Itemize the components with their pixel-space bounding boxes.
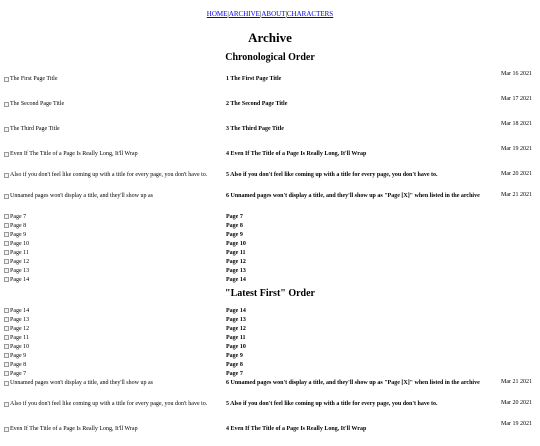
page-thumbnail[interactable]	[4, 276, 29, 284]
broken-image-icon	[4, 371, 9, 376]
page-link-title[interactable]: Even If The Title of a Page Is Really Long, It'll Wrap	[230, 151, 367, 157]
page-title-cell[interactable]	[226, 421, 501, 446]
page-date: Mar 21 2021	[501, 192, 532, 198]
archive-row[interactable]	[0, 421, 540, 446]
page-number: 1	[226, 76, 229, 82]
archive-row[interactable]	[0, 276, 540, 285]
page-title-cell[interactable]	[226, 276, 501, 285]
page-link-title[interactable]: Page 14	[226, 277, 246, 283]
archive-row[interactable]	[0, 361, 540, 370]
thumbnail-cell[interactable]	[0, 421, 226, 446]
thumbnail-cell[interactable]	[0, 307, 226, 316]
page-thumbnail[interactable]	[4, 361, 26, 369]
page-thumbnail[interactable]	[4, 426, 138, 432]
broken-image-icon	[4, 223, 9, 228]
broken-image-icon	[4, 362, 9, 367]
archive-row[interactable]	[0, 325, 540, 334]
thumbnail-alt-text: The Third Page Title	[10, 126, 60, 132]
page-link-title[interactable]: Page 11	[226, 335, 246, 341]
archive-table-chronological	[0, 71, 540, 285]
page-title-cell[interactable]	[226, 267, 501, 276]
page-title-cell[interactable]	[226, 192, 501, 213]
thumbnail-alt-text: Page 13	[10, 268, 30, 274]
page-title-cell[interactable]	[226, 222, 501, 231]
broken-image-icon	[4, 194, 9, 199]
page-link-title[interactable]: Also if you don't feel like coming up with a title for every page, you don't have to.	[230, 401, 438, 407]
archive-row[interactable]	[0, 240, 540, 249]
page-thumbnail[interactable]	[4, 258, 29, 266]
page-number: 4	[226, 426, 229, 432]
page-thumbnail[interactable]	[4, 343, 29, 351]
thumbnail-alt-text: Even If The Title of a Page Is Really Long, It'll Wrap	[10, 151, 138, 157]
archive-row[interactable]	[0, 222, 540, 231]
page-date: Mar 21 2021	[501, 379, 532, 385]
page-title-cell[interactable]	[226, 325, 501, 334]
page-title-cell[interactable]	[226, 231, 501, 240]
thumbnail-alt-text: The First Page Title	[10, 76, 58, 82]
archive-row[interactable]	[0, 267, 540, 276]
thumbnail-cell[interactable]	[0, 276, 226, 285]
thumbnail-alt-text: Page 12	[10, 259, 30, 265]
page-date	[501, 325, 540, 334]
top-nav	[0, 0, 540, 20]
page-thumbnail[interactable]	[4, 316, 29, 324]
page-number: 2	[226, 101, 229, 107]
broken-image-icon	[4, 77, 9, 82]
nav-link-home[interactable]: HOME	[206, 10, 228, 18]
page-thumbnail[interactable]	[4, 325, 29, 333]
archive-row[interactable]	[0, 400, 540, 421]
page-thumbnail[interactable]	[4, 249, 29, 257]
broken-image-icon	[4, 259, 9, 264]
broken-image-icon	[4, 381, 9, 386]
nav-link-about[interactable]: ABOUT	[261, 10, 286, 18]
page-link-title[interactable]: Page 10	[226, 241, 246, 247]
page-number: 6	[226, 380, 229, 386]
page-date: Mar 20 2021	[501, 171, 532, 177]
page-thumbnail[interactable]	[4, 172, 207, 178]
page-thumbnail[interactable]	[4, 334, 29, 342]
page-link-title[interactable]: The First Page Title	[230, 76, 282, 82]
broken-image-icon	[4, 308, 9, 313]
page-title-cell[interactable]	[226, 71, 501, 96]
page-thumbnail[interactable]	[4, 151, 138, 157]
page-thumbnail[interactable]	[4, 370, 26, 378]
thumbnail-alt-text: Page 11	[10, 335, 29, 341]
page-thumbnail[interactable]	[4, 352, 26, 360]
page-date	[501, 231, 540, 240]
page-thumbnail[interactable]	[4, 307, 29, 315]
archive-row[interactable]	[0, 343, 540, 352]
thumbnail-alt-text: Unnamed pages won't display a title, and they'll show up as	[10, 193, 153, 199]
page-date	[501, 258, 540, 267]
thumbnail-alt-text: Unnamed pages won't display a title, and they'll show up as	[10, 380, 153, 386]
broken-image-icon	[4, 344, 9, 349]
page-date	[501, 213, 540, 222]
page-thumbnail[interactable]	[4, 76, 58, 82]
page-link-title[interactable]: Page 9	[226, 353, 243, 359]
broken-image-icon	[4, 335, 9, 340]
thumbnail-alt-text: Page 14	[10, 277, 30, 283]
page-link-title[interactable]: Page 12	[226, 326, 246, 332]
page-number: 6	[226, 193, 229, 199]
archive-row[interactable]	[0, 316, 540, 325]
archive-row[interactable]	[0, 334, 540, 343]
broken-image-icon	[4, 127, 9, 132]
page-title-cell[interactable]	[226, 379, 501, 400]
broken-image-icon	[4, 250, 9, 255]
broken-image-icon	[4, 232, 9, 237]
archive-row[interactable]	[0, 171, 540, 192]
page-title-cell[interactable]	[226, 121, 501, 146]
page-title-cell[interactable]	[226, 334, 501, 343]
page-link-title[interactable]: Unnamed pages won't display a title, and they'll show up as "Page [X]" when listed in the archive	[230, 380, 480, 386]
page-thumbnail[interactable]	[4, 267, 29, 275]
section-heading-latest: "Latest First" Order	[225, 288, 315, 299]
page-date	[501, 361, 540, 370]
page-date	[501, 307, 540, 316]
page-title-cell[interactable]	[226, 307, 501, 316]
broken-image-icon	[4, 102, 9, 107]
thumbnail-cell[interactable]	[0, 231, 226, 240]
archive-row[interactable]	[0, 146, 540, 171]
thumbnail-alt-text: Page 8	[10, 362, 27, 368]
thumbnail-alt-text: Also if you don't feel like coming up with a title for every page, you don't have to.	[10, 401, 208, 407]
page-title-cell[interactable]	[226, 343, 501, 352]
thumbnail-alt-text: Page 8	[10, 223, 27, 229]
page-title-cell[interactable]	[226, 258, 501, 267]
thumbnail-cell[interactable]	[0, 171, 226, 192]
page-title-cell[interactable]	[226, 171, 501, 192]
page-thumbnail[interactable]	[4, 380, 153, 386]
thumbnail-alt-text: Even If The Title of a Page Is Really Long, It'll Wrap	[10, 426, 138, 432]
thumbnail-cell[interactable]	[0, 121, 226, 146]
broken-image-icon	[4, 214, 9, 219]
page-title-cell[interactable]	[226, 361, 501, 370]
page-number: 5	[226, 172, 229, 178]
broken-image-icon	[4, 317, 9, 322]
thumbnail-cell[interactable]	[0, 146, 226, 171]
thumbnail-cell[interactable]	[0, 192, 226, 213]
thumbnail-alt-text: Page 9	[10, 353, 27, 359]
page-date	[501, 222, 540, 231]
page-thumbnail[interactable]	[4, 401, 207, 407]
thumbnail-alt-text: Page 12	[10, 326, 30, 332]
page-link-title[interactable]: Page 13	[226, 317, 246, 323]
nav-separator: |	[227, 10, 229, 18]
page-title: Archive	[248, 30, 292, 45]
page-date: Mar 20 2021	[501, 400, 532, 406]
page-link-title[interactable]: Even If The Title of a Page Is Really Long, It'll Wrap	[230, 426, 367, 432]
thumbnail-cell[interactable]	[0, 71, 226, 96]
thumbnail-alt-text: Page 10	[10, 344, 30, 350]
thumbnail-cell[interactable]	[0, 249, 226, 258]
nav-separator: |	[259, 10, 262, 18]
page-title-cell[interactable]	[226, 352, 501, 361]
page-title-cell[interactable]	[226, 96, 501, 121]
page-title-cell[interactable]	[226, 249, 501, 258]
broken-image-icon	[4, 277, 9, 282]
thumbnail-alt-text: Page 13	[10, 317, 30, 323]
page-link-title[interactable]: Page 8	[226, 362, 243, 368]
thumbnail-alt-text: The Second Page Title	[10, 101, 65, 107]
page-link-title[interactable]: Page 9	[226, 232, 243, 238]
page-link-title[interactable]: Page 7	[226, 214, 243, 220]
page-link-title[interactable]: Page 7	[226, 371, 243, 377]
page-date	[501, 343, 540, 352]
page-date	[501, 267, 540, 276]
page-link-title[interactable]: Page 8	[226, 223, 243, 229]
page-number: 4	[226, 151, 229, 157]
page-date: Mar 16 2021	[501, 71, 532, 77]
page-date	[501, 316, 540, 325]
archive-row[interactable]	[0, 379, 540, 400]
thumbnail-cell[interactable]	[0, 343, 226, 352]
thumbnail-alt-text: Page 11	[10, 250, 29, 256]
broken-image-icon	[4, 173, 9, 178]
archive-row[interactable]	[0, 249, 540, 258]
nav-link-archive[interactable]: ARCHIVE	[228, 10, 260, 18]
page-thumbnail[interactable]	[4, 240, 29, 248]
page-date: Mar 17 2021	[501, 96, 532, 102]
thumbnail-cell[interactable]	[0, 258, 226, 267]
archive-row[interactable]	[0, 121, 540, 146]
page-link-title[interactable]: Page 14	[226, 308, 246, 314]
broken-image-icon	[4, 326, 9, 331]
thumbnail-alt-text: Also if you don't feel like coming up with a title for every page, you don't have to.	[10, 172, 208, 178]
thumbnail-alt-text: Page 9	[10, 232, 27, 238]
page-date	[501, 249, 540, 258]
thumbnail-cell[interactable]	[0, 379, 226, 400]
page-title-cell[interactable]	[226, 240, 501, 249]
thumbnail-cell[interactable]	[0, 352, 226, 361]
archive-row[interactable]	[0, 307, 540, 316]
thumbnail-cell[interactable]	[0, 213, 226, 222]
page-title-cell[interactable]	[226, 400, 501, 421]
page-link-title[interactable]: Page 12	[226, 259, 246, 265]
page-title-cell[interactable]	[226, 370, 501, 379]
page-link-title[interactable]: Page 10	[226, 344, 246, 350]
page-thumbnail[interactable]	[4, 126, 60, 132]
page-thumbnail[interactable]	[4, 213, 26, 221]
page-title-cell[interactable]	[226, 213, 501, 222]
page-link-title[interactable]: The Second Page Title	[230, 101, 288, 107]
broken-image-icon	[4, 241, 9, 246]
page-date: Mar 19 2021	[501, 421, 532, 427]
thumbnail-cell[interactable]	[0, 334, 226, 343]
nav-link-characters[interactable]: CHARACTERS	[286, 10, 334, 18]
thumbnail-cell[interactable]	[0, 96, 226, 121]
thumbnail-cell[interactable]	[0, 370, 226, 379]
page-date	[501, 370, 540, 379]
archive-row[interactable]	[0, 192, 540, 213]
page-date: Mar 18 2021	[501, 121, 532, 127]
thumbnail-cell[interactable]	[0, 267, 226, 276]
page-link-title[interactable]: Page 13	[226, 268, 246, 274]
archive-table-latest	[0, 307, 540, 446]
page-title-cell[interactable]	[226, 316, 501, 325]
archive-row[interactable]	[0, 352, 540, 361]
thumbnail-cell[interactable]	[0, 400, 226, 421]
section-heading-chronological: Chronological Order	[225, 52, 315, 63]
nav-separator: |	[285, 10, 287, 18]
page-date: Mar 19 2021	[501, 146, 532, 152]
thumbnail-alt-text: Page 7	[10, 371, 27, 377]
archive-row[interactable]	[0, 96, 540, 121]
page-link-title[interactable]: Unnamed pages won't display a title, and they'll show up as "Page [X]" when listed in the archive	[230, 193, 480, 199]
archive-row[interactable]	[0, 258, 540, 267]
archive-row[interactable]	[0, 213, 540, 222]
thumbnail-cell[interactable]	[0, 240, 226, 249]
page-title-cell[interactable]	[226, 146, 501, 171]
broken-image-icon	[4, 268, 9, 273]
page-date	[501, 334, 540, 343]
broken-image-icon	[4, 152, 9, 157]
page-link-title[interactable]: Page 11	[226, 250, 246, 256]
page-thumbnail[interactable]	[4, 222, 26, 230]
thumbnail-cell[interactable]	[0, 316, 226, 325]
archive-row[interactable]	[0, 71, 540, 96]
page-date	[501, 276, 540, 285]
broken-image-icon	[4, 427, 9, 432]
page-number: 5	[226, 401, 229, 407]
page-thumbnail[interactable]	[4, 101, 64, 107]
thumbnail-cell[interactable]	[0, 361, 226, 370]
page-number: 3	[226, 126, 229, 132]
page-link-title[interactable]: Also if you don't feel like coming up with a title for every page, you don't have to.	[230, 172, 438, 178]
page-link-title[interactable]: The Third Page Title	[230, 126, 284, 132]
page-thumbnail[interactable]	[4, 231, 26, 239]
thumbnail-cell[interactable]	[0, 222, 226, 231]
thumbnail-cell[interactable]	[0, 325, 226, 334]
page-thumbnail[interactable]	[4, 193, 153, 199]
thumbnail-alt-text: Page 7	[10, 214, 27, 220]
page-date	[501, 240, 540, 249]
thumbnail-alt-text: Page 14	[10, 308, 30, 314]
archive-row[interactable]	[0, 231, 540, 240]
thumbnail-alt-text: Page 10	[10, 241, 30, 247]
page-date	[501, 352, 540, 361]
archive-row[interactable]	[0, 370, 540, 379]
broken-image-icon	[4, 353, 9, 358]
